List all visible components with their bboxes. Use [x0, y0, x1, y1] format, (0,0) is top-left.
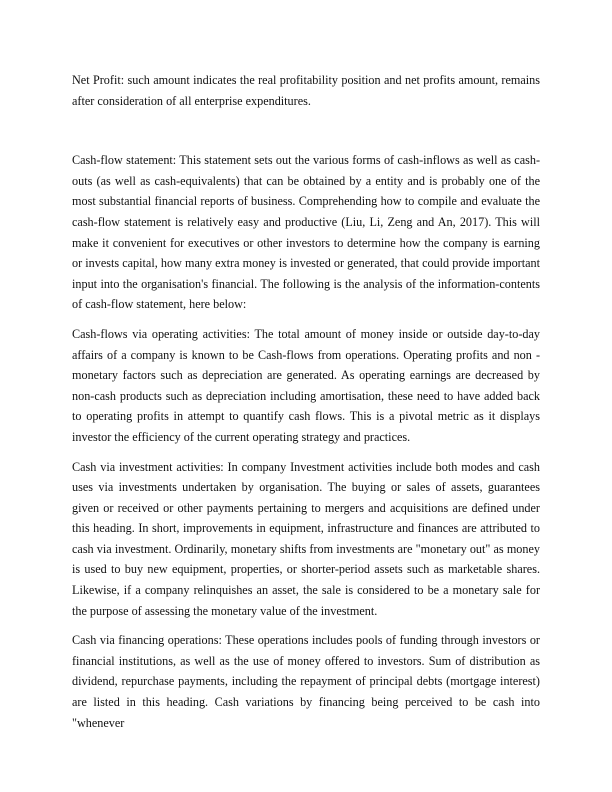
document-body — [72, 70, 540, 742]
paragraph-operating-activities: Cash-flows via operating activities: The total amount of money inside or outside day-to-day affairs of a company is known to be Cash-flows from operations. Operating profits and non - monetary factors such as depreciation are generated. As operating earnings are decreased by non-cash products such as depreciation including amortisation, these need to have added back to operating profits in attempt to quantify cash flows. This is a pivotal metric as it displays investor the efficiency of the current operating strategy and practices. — [72, 326, 540, 444]
paragraph-cash-flow-statement: Cash-flow statement: This statement sets out the various forms of cash-inflows as well as cash-outs (as well as cash-equivalents) that can be obtained by a entity and is probably one of the most substantial financial reports of business. Comprehending how to compile and evaluate the cash-flow statement is relatively easy and productive (Liu, Li, Zeng and An, 2017). This will make it convenient for executives or other investors to determine how the company is earning or invests capital, how many extra money is invested or generated, that could provide important input into the organisation's financial. The following is the analysis of the information-contents of cash-flow statement, here below: — [72, 153, 540, 312]
paragraph-investment-activities: Cash via investment activities: In company Investment activities include both modes and cash uses via investments undertaken by organisation. The buying or sales of assets, guarantees given or received or other payments pertaining to mergers and acquisitions are defined under this heading. In short, improvements in equipment, infrastructure and finances are attributed to cash via investment. Ordinarily, monetary shifts from investments are "monetary out" as money is used to buy new equipment, properties, or shorter-period assets such as marketable shares. Likewise, if a company relinquishes an asset, the sale is considered to be a monetary sale for the purpose of assessing the monetary value of the investment. — [72, 459, 540, 618]
paragraph-financing-operations: Cash via financing operations: These operations includes pools of funding through investors or financial institutions, as well as the use of money offered to investors. Sum of distribution as dividend, repurchase payments, including the repayment of principal debts (mortgage interest) are listed in this heading. Cash variations by financing being perceived to be cash into "whenever — [72, 633, 540, 730]
paragraph-net-profit: Net Profit: such amount indicates the real profitability position and net profits amount, remains after consideration of all enterprise expenditures. — [72, 73, 540, 108]
